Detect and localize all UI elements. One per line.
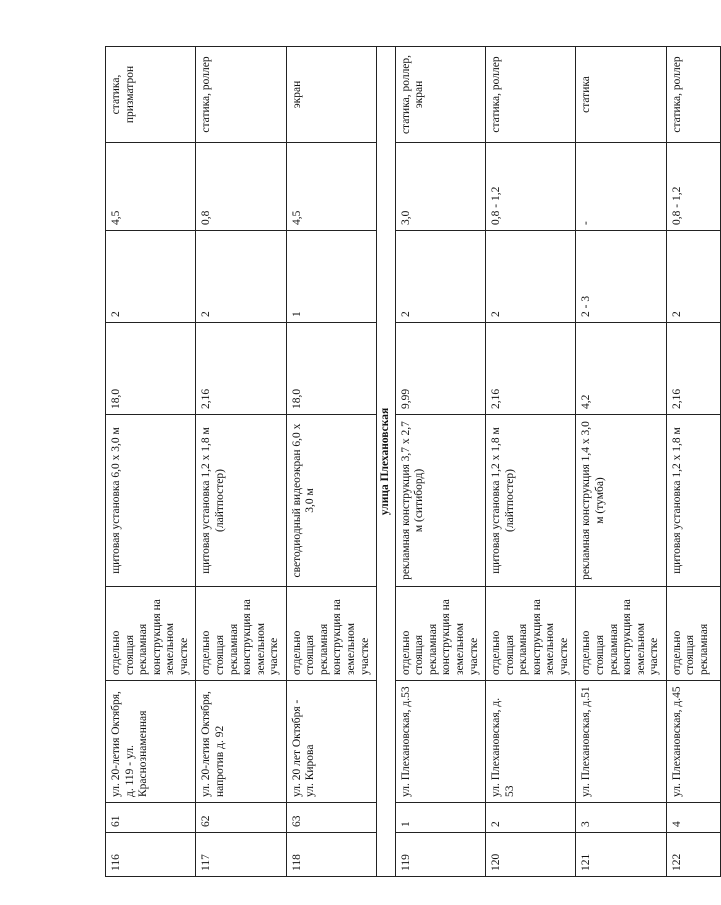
- description-cell: щитовая установка 1,2 х 1,8 м: [666, 415, 720, 587]
- height-cell: 4,5: [286, 143, 376, 231]
- sides-cell: 2 - 3: [576, 231, 666, 323]
- structure-type-cell: отдельно стоящая рекламная конструкция на земельном участке: [486, 587, 576, 681]
- sides-cell: 2: [486, 231, 576, 323]
- area-cell: 9,99: [395, 323, 485, 415]
- table-row: [106, 47, 196, 877]
- row-number: 120: [486, 833, 576, 877]
- sides-cell: 2: [196, 231, 286, 323]
- height-cell: 3,0: [395, 143, 485, 231]
- kind-cell: статика, призматрон: [106, 47, 196, 143]
- section-title: улица Плехановская: [377, 47, 396, 877]
- description-cell: рекламная конструкция 3,7 х 2,7 м (ситиборд): [395, 415, 485, 587]
- row-number: 118: [286, 833, 376, 877]
- table-row: [196, 47, 286, 877]
- item-id: 1: [395, 803, 485, 833]
- advertising-structures-table: [105, 46, 721, 877]
- description-cell: светодиодный видеоэкран 6,0 х 3,0 м: [286, 415, 376, 587]
- address-cell: ул. 20 лет Октября - ул. Кирова: [286, 681, 376, 803]
- rotated-table-wrapper: [105, 47, 710, 877]
- row-number: 116: [106, 833, 196, 877]
- kind-cell: экран: [286, 47, 376, 143]
- description-cell: щитовая установка 6,0 х 3,0 м: [106, 415, 196, 587]
- height-cell: 0,8 - 1,2: [666, 143, 720, 231]
- table-row: [666, 47, 720, 877]
- structure-type-cell: отдельно стоящая рекламная конструкция на земельном участке: [196, 587, 286, 681]
- row-number: 119: [395, 833, 485, 877]
- structure-type-cell: отдельно стоящая рекламная конструкция на земельном участке: [395, 587, 485, 681]
- area-cell: 18,0: [106, 323, 196, 415]
- area-cell: 4,2: [576, 323, 666, 415]
- section-header-row: [377, 47, 396, 877]
- sides-cell: 2: [666, 231, 720, 323]
- sides-cell: 2: [395, 231, 485, 323]
- kind-cell: статика, роллер: [196, 47, 286, 143]
- table-row: [576, 47, 666, 877]
- description-cell: щитовая установка 1,2 х 1,8 м (лайтпостер): [486, 415, 576, 587]
- item-id: 3: [576, 803, 666, 833]
- description-cell: рекламная конструкция 1,4 х 3,0 м (тумба): [576, 415, 666, 587]
- table-row: [486, 47, 576, 877]
- structure-type-cell: отдельно стоящая рекламная конструкция на земельном участке: [106, 587, 196, 681]
- description-cell: щитовая установка 1,2 х 1,8 м (лайтпостер): [196, 415, 286, 587]
- area-cell: 18,0: [286, 323, 376, 415]
- address-cell: ул. Плехановская, д.51: [576, 681, 666, 803]
- kind-cell: статика: [576, 47, 666, 143]
- kind-cell: статика, роллер: [486, 47, 576, 143]
- height-cell: 0,8: [196, 143, 286, 231]
- table-row: [286, 47, 376, 877]
- kind-cell: статика, роллер: [666, 47, 720, 143]
- kind-cell: статика, роллер, экран: [395, 47, 485, 143]
- address-cell: ул. 20-летия Октября, напротив д. 92: [196, 681, 286, 803]
- address-cell: ул. Плехановская, д. 53: [486, 681, 576, 803]
- item-id: 62: [196, 803, 286, 833]
- address-cell: ул. Плехановская, д.45: [666, 681, 720, 803]
- row-number: 122: [666, 833, 720, 877]
- area-cell: 2,16: [196, 323, 286, 415]
- row-number: 121: [576, 833, 666, 877]
- row-number: 117: [196, 833, 286, 877]
- sides-cell: 1: [286, 231, 376, 323]
- item-id: 2: [486, 803, 576, 833]
- structure-type-cell: отдельно стоящая рекламная конструкция на земельном участке: [576, 587, 666, 681]
- sides-cell: 2: [106, 231, 196, 323]
- address-cell: ул. 20-летия Октября, д. 119 - ул. Краснознаменная: [106, 681, 196, 803]
- area-cell: 2,16: [666, 323, 720, 415]
- height-cell: 4,5: [106, 143, 196, 231]
- structure-type-cell: отдельно стоящая рекламная конструкция на земельном участке: [286, 587, 376, 681]
- height-cell: 0,8 - 1,2: [486, 143, 576, 231]
- item-id: 63: [286, 803, 376, 833]
- address-cell: ул. Плехановская, д.53: [395, 681, 485, 803]
- table-row: [395, 47, 485, 877]
- structure-type-cell: отдельно стоящая рекламная: [666, 587, 720, 681]
- area-cell: 2,16: [486, 323, 576, 415]
- height-cell: -: [576, 143, 666, 231]
- item-id: 61: [106, 803, 196, 833]
- item-id: 4: [666, 803, 720, 833]
